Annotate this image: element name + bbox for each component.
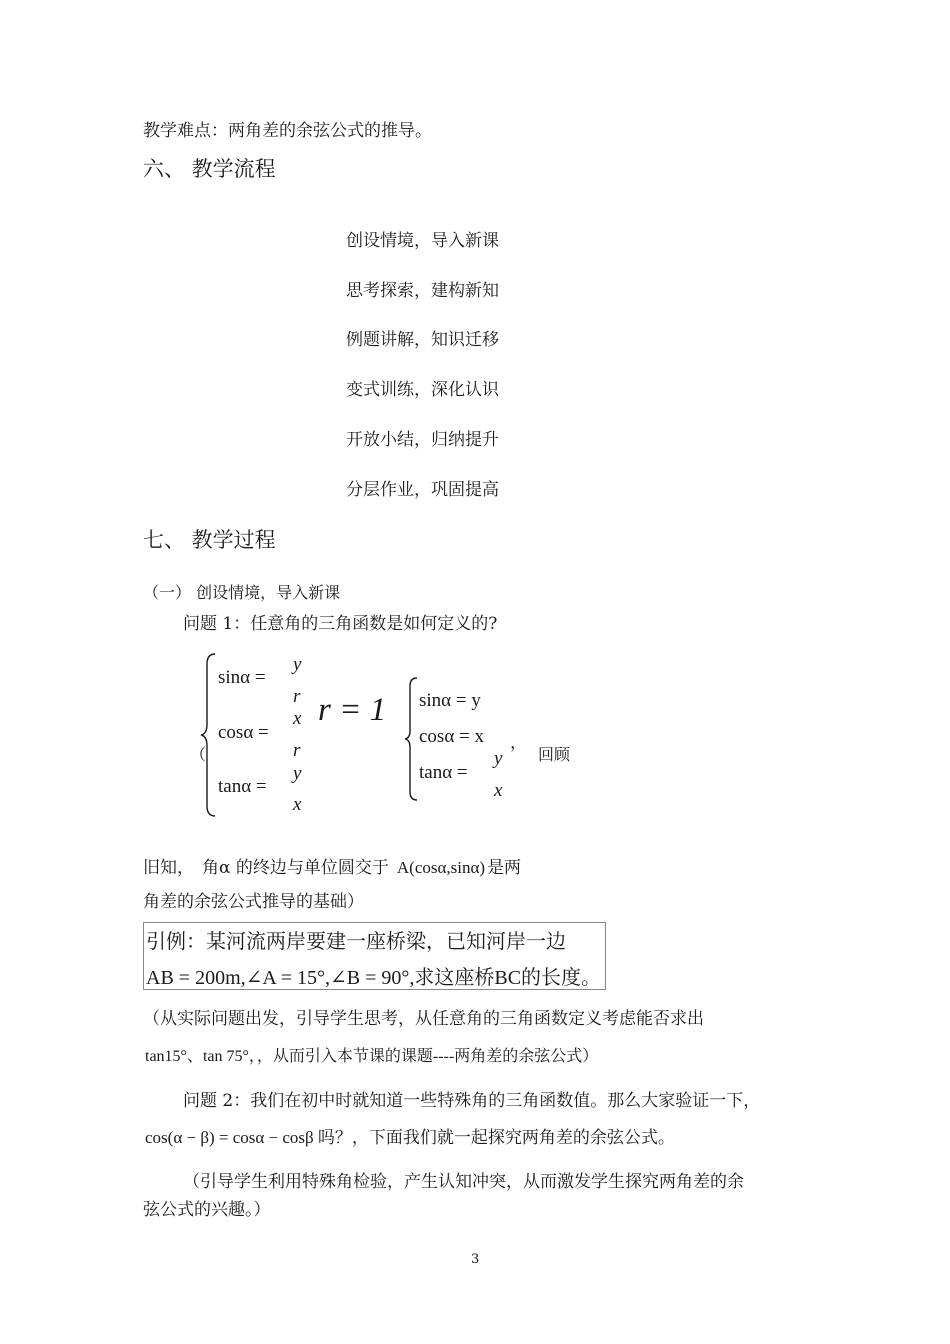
flow-step: 创设情境，导入新课: [346, 231, 499, 251]
example-line-2: AB = 200m,∠A = 15°,∠B = 90°,求这座桥BC的长度。: [146, 967, 602, 989]
tan-left-formula: tanα =: [218, 776, 267, 797]
flow-step: 例题讲解，知识迁移: [346, 330, 499, 350]
point-a-coordinates: A(cosα,sinα): [396, 858, 486, 877]
flow-step: 变式训练，深化认识: [346, 380, 499, 400]
question-2-line-1: 问题 2：我们在初中时就知道一些特殊角的三角函数值。那么大家验证一下，: [183, 1091, 761, 1111]
flow-step: 分层作业，巩固提高: [346, 480, 499, 500]
section-7-heading: 七、 教学过程: [143, 528, 276, 552]
sin-numerator: y: [293, 654, 302, 675]
right-group-brace-icon: [404, 676, 420, 802]
review-prefix: 旧知，: [143, 858, 194, 878]
review-line-1: [143, 853, 521, 878]
open-paren: （: [190, 745, 207, 764]
review-angle-text: 角α 的终边与单位圆交于: [202, 858, 389, 878]
sin-left-formula: sinα =: [218, 667, 266, 688]
note-1-line-2: tan15°、tan 75°，，从而引入本节课的课题----两角差的余弦公式）: [145, 1048, 599, 1065]
formula-comma: ，: [510, 733, 527, 753]
note-1-line-1: （从实际问题出发，引导学生思考，从任意角的三角函数定义考虑能否求出: [143, 1009, 704, 1029]
sin-unit-formula: sinα = y: [419, 690, 481, 711]
cos-numerator: x: [293, 708, 302, 729]
cos-left-formula: cosα =: [218, 722, 269, 743]
cos-unit-formula: cosα = x: [419, 726, 484, 747]
example-line-1: 引例：某河流两岸要建一座桥梁，已知河岸一边: [146, 929, 566, 953]
review-suffix: 是两: [487, 858, 522, 878]
unit-radius: r = 1: [318, 692, 387, 728]
teaching-difficulty: 教学难点：两角差的余弦公式的推导。: [143, 121, 432, 141]
page-number: 3: [471, 1252, 480, 1267]
left-brace-icon: [200, 652, 218, 818]
note-2-line-2: 弦公式的兴趣。）: [143, 1200, 271, 1220]
part-1-heading: （一） 创设情境，导入新课: [143, 583, 341, 602]
question-2-line-2: cos(α − β) = cosα − cosβ 吗？，下面我们就一起探究两角差的余弦公式。: [145, 1128, 675, 1147]
example-problem-box: [143, 922, 606, 990]
tan-numerator: y: [293, 763, 302, 784]
tan-denominator: x: [293, 794, 302, 815]
tan-unit-formula: tanα =: [419, 762, 468, 783]
sin-denominator: r: [293, 686, 301, 707]
review-line-2: 角差的余弦公式推导的基础）: [143, 892, 364, 912]
flow-step: 开放小结，归纳提升: [346, 430, 499, 450]
note-2-line-1: （引导学生利用特殊角检验，产生认知冲突，从而激发学生探究两角差的余: [183, 1172, 744, 1192]
flow-step: 思考探索，建构新知: [346, 281, 499, 301]
review-label: 回顾: [538, 745, 571, 764]
tan-unit-denominator: x: [494, 780, 503, 801]
section-6-heading: 六、 教学流程: [143, 157, 276, 181]
tan-unit-numerator: y: [494, 748, 503, 769]
cos-denominator: r: [293, 740, 301, 761]
question-1: 问题 1：任意角的三角函数是如何定义的?: [183, 614, 498, 634]
